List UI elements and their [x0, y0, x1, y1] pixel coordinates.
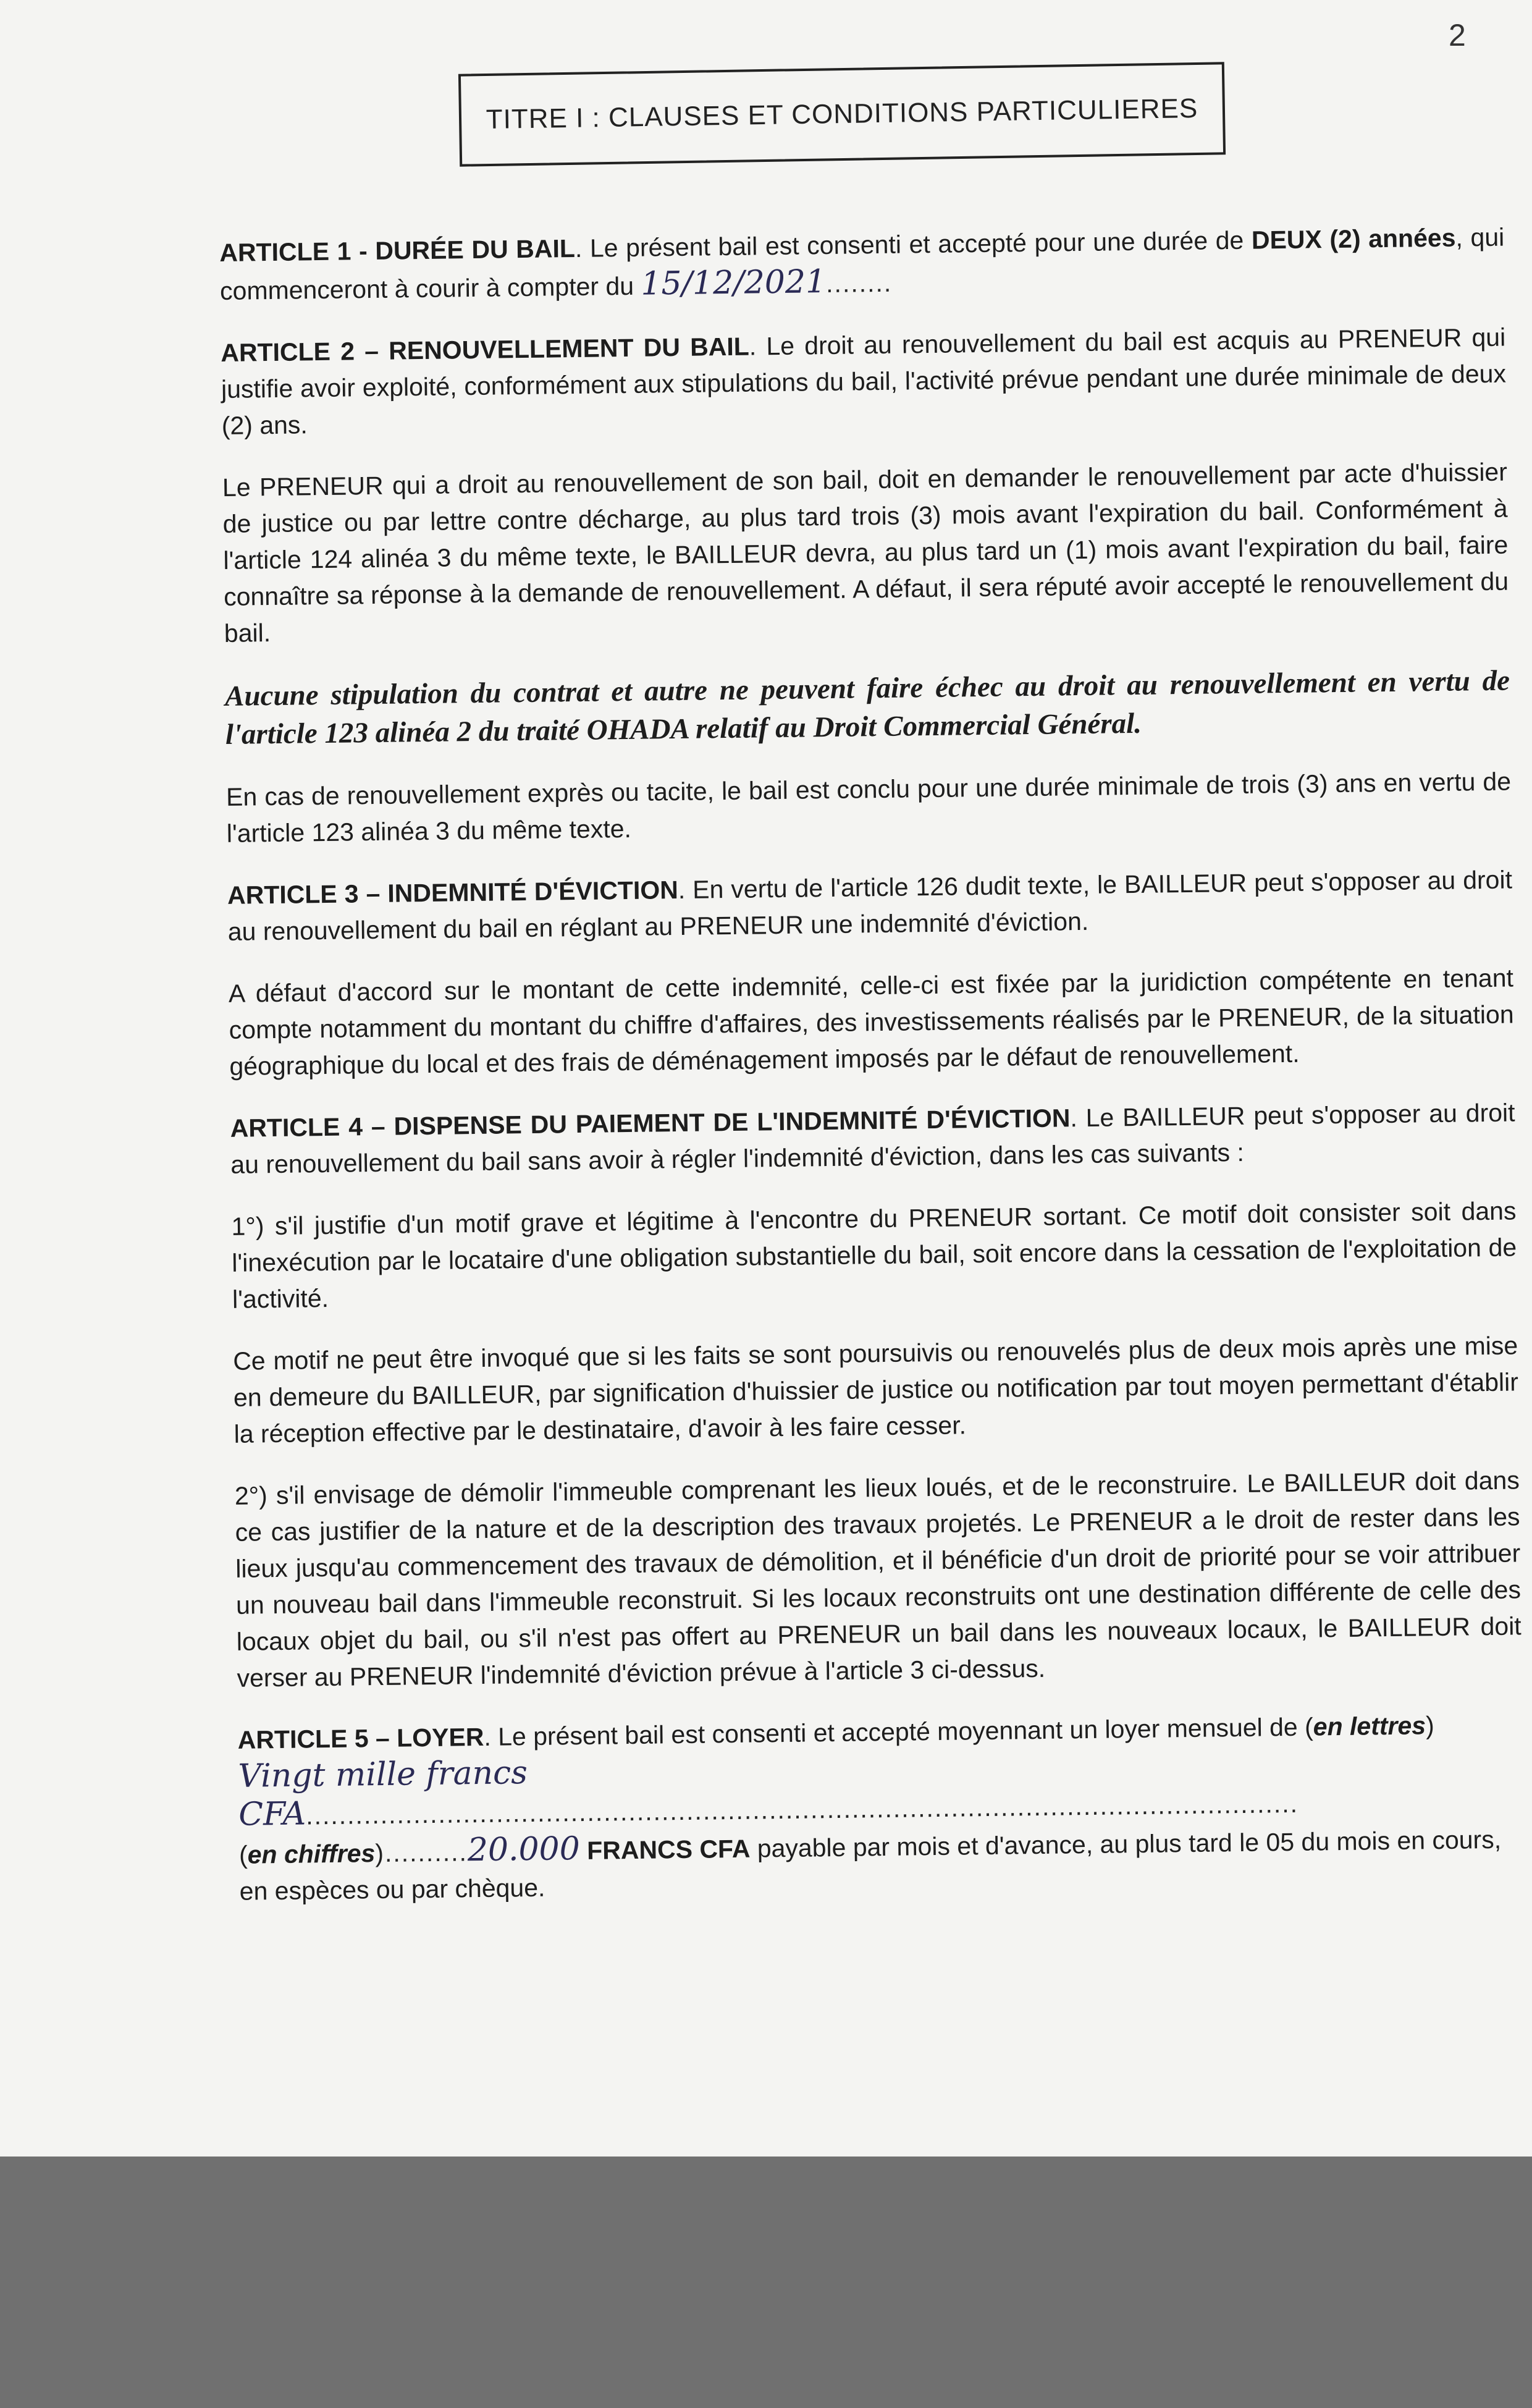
article-2-emphasis: Aucune stipulation du contrat et autre ne peuvent faire échec au droit au renouvellement en vertu de l'article 123 alinéa 2 du traité OHADA relatif au Droit Commercial Général.: [224, 664, 1510, 751]
article-5-dots-short: )..........: [375, 1838, 468, 1868]
page-number: 2: [1449, 18, 1466, 53]
article-3: [227, 862, 1513, 950]
article-3-paragraph-2: A défaut d'accord sur le montant de cette indemnité, celle-ci est fixée par la juridiction compétente en tenant compte notamment du montant du chiffre d'affaires, des investissements réalisés par le PRENEUR, de la situation géographique du local et des frais de déménagement imposés par le défaut de renouvellement.: [228, 963, 1514, 1081]
document-body: [219, 219, 1525, 1935]
article-3-text: . En vertu de l'article 126 dudit texte, le BAILLEUR peut s'opposer au droit au renouvellement du bail en réglant au PRENEUR une indemnité d'éviction.: [227, 865, 1513, 946]
article-1-dots: ........: [825, 268, 893, 298]
section-title: TITRE I : CLAUSES ET CONDITIONS PARTICULIERES: [486, 93, 1198, 135]
article-4-case-2: 2°) s'il envisage de démolir l'immeuble comprenant les lieux loués, et de le reconstruire. Le BAILLEUR doit dans ce cas justifier de la nature et de la description des travaux projetés. Le PRENEUR a le droit de rester dans les lieux jusqu'au commencement des travaux de démolition, et il bénéficie d'un droit de priorité pour se voir attribuer un nouveau bail dans l'immeuble reconstruit. Si les locaux reconstruits ont une destination différente de celle des locaux objet du bail, ou s'il n'est pas offert au PRENEUR un bail dans les nouveaux locaux, le BAILLEUR doit verser au PRENEUR l'indemnité d'éviction prévue à l'article 3 ci-dessus.: [234, 1466, 1521, 1692]
article-4-case-1-note: Ce motif ne peut être invoqué que si les faits se sont poursuivis ou renouvelés plus de deux mois après une mise en demeure du BAILLEUR, par signification d'huissier de justice ou notification par tout moyen permettant d'établir la réception effective par le destinataire, d'avoir à les faire cesser.: [232, 1331, 1519, 1448]
article-5-francs: FRANCS CFA: [586, 1834, 751, 1865]
article-2-paragraph-4: En cas de renouvellement exprès ou tacite, le bail est conclu pour une durée minimale de trois (3) ans en vertu de l'article 123 alinéa 3 du même texte.: [225, 767, 1512, 848]
article-2-paragraph-2: Le PRENEUR qui a droit au renouvellement de son bail, doit en demander le renouvellement par acte d'huissier de justice ou par lettre contre décharge, au plus tard trois (3) mois avant l'expiration du bail. Conformément à l'article 124 alinéa 3 du même texte, le BAILLEUR devra, au plus tard un (1) mois avant l'expiration du bail, faire connaître sa réponse à la demande de renouvellement. A défaut, il sera réputé avoir accepté le renouvellement du bail.: [222, 457, 1509, 648]
scanner-background: [0, 2157, 1532, 2408]
article-4-heading: ARTICLE 4 – DISPENSE DU PAIEMENT DE L'INDEMNITÉ D'ÉVICTION: [230, 1104, 1071, 1143]
article-3-heading: ARTICLE 3 – INDEMNITÉ D'ÉVICTION: [227, 876, 679, 910]
article-5-en-lettres: en lettres: [1313, 1711, 1426, 1741]
handwritten-start-date: 15/12/2021: [641, 263, 827, 303]
article-1-heading: ARTICLE 1 - DURÉE DU BAIL: [219, 234, 576, 267]
article-2-text: . Le droit au renouvellement du bail est acquis au PRENEUR qui justifie avoir exploité, conformément aux stipulations du bail, l'activité prévue pendant une durée minimale de deux (2) ans.: [221, 323, 1507, 440]
title-box: [458, 62, 1226, 166]
article-2-heading: ARTICLE 2 – RENOUVELLEMENT DU BAIL: [221, 332, 750, 367]
handwritten-amount-digits: 20.000: [467, 1830, 581, 1869]
article-5-text-b: payable par mois et d'avance, au plus tard le 05 du mois en cours, en espèces ou par chèque.: [239, 1825, 1502, 1906]
article-5-en-chiffres: en chiffres: [247, 1839, 376, 1869]
article-1-text-a: . Le présent bail est consenti et accepté pour une durée de: [574, 226, 1252, 263]
article-5-text-a: . Le présent bail est consenti et accepté moyennant un loyer mensuel de (: [484, 1712, 1314, 1751]
article-1-duration: DEUX (2) années: [1251, 223, 1456, 255]
article-1-text-b: , qui commenceront à courir à compter du: [219, 222, 1505, 305]
article-4-case-1: 1°) s'il justifie d'un motif grave et légitime à l'encontre du PRENEUR sortant. Ce motif doit consister soit dans l'inexécution par le locataire d'une obligation substantielle du bail, soit encore dans la cessation de l'exploitation de l'activité.: [231, 1196, 1517, 1314]
article-5: ARTICLE 5 – LOYER. Le présent bail est consenti et accepté moyennant un loyer mensuel de (en lettres) Vingt mille francs CFA........................................................................................................................ (en chiffres)..........20.000 FRANCS CFA payable par mois et d'avance, au plus tard le 05 du mois en cours, en espèces ou par chèque.: [237, 1711, 1502, 1906]
article-4-text: . Le BAILLEUR peut s'opposer au droit au renouvellement du bail sans avoir à régler l'indemnité d'éviction, dans les cas suivants :: [230, 1098, 1515, 1179]
handwritten-amount-words: Vingt mille francs CFA: [238, 1754, 528, 1833]
article-5-heading: ARTICLE 5 – LOYER: [237, 1722, 484, 1754]
article-4: [230, 1094, 1515, 1183]
article-2: [221, 319, 1507, 444]
article-5-dots-line: ........................................................................................................................: [305, 1789, 1299, 1830]
article-1: [219, 219, 1505, 310]
